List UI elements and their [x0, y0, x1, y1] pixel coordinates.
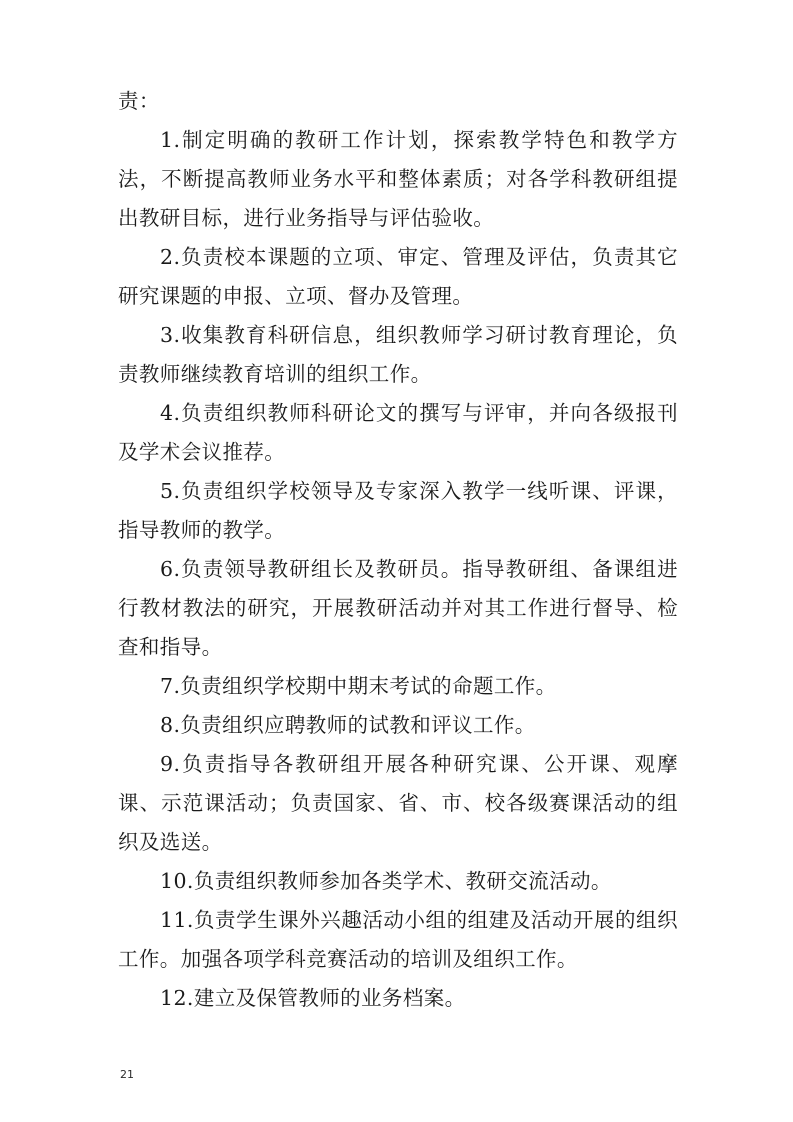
- paragraph: 1.制定明确的教研工作计划，探索教学特色和教学方法，不断提高教师业务水平和整体素质；对各学科教研组提出教研目标，进行业务指导与评估验收。: [118, 128, 678, 230]
- paragraph: 3.收集教育科研信息，组织教师学习研讨教育理论，负责教师继续教育培训的组织工作。: [118, 323, 678, 386]
- paragraph: 9.负责指导各教研组开展各种研究课、公开课、观摩课、示范课活动；负责国家、省、市、校各级赛课活动的组织及选送。: [118, 752, 678, 854]
- paragraph: 10.负责组织教师参加各类学术、教研交流活动。: [160, 869, 612, 893]
- document-body: [118, 82, 678, 1018]
- paragraph: 4.负责组织教师科研论文的撰写与评审，并向各级报刊及学术会议推荐。: [118, 401, 678, 464]
- paragraph: 责：: [118, 89, 160, 113]
- paragraph: 12.建立及保管教师的业务档案。: [160, 986, 466, 1010]
- paragraph: 5.负责组织学校领导及专家深入教学一线听课、评课，指导教师的教学。: [118, 479, 678, 542]
- paragraph: 7.负责组织学校期中期末考试的命题工作。: [160, 674, 557, 698]
- paragraph: 6.负责领导教研组长及教研员。指导教研组、备课组进行教材教法的研究，开展教研活动并对其工作进行督导、检查和指导。: [118, 557, 678, 659]
- paragraph: 11.负责学生课外兴趣活动小组的组建及活动开展的组织工作。加强各项学科竞赛活动的培训及组织工作。: [118, 908, 678, 971]
- page-number: 21: [120, 1068, 134, 1081]
- paragraph: 8.负责组织应聘教师的试教和评议工作。: [160, 713, 536, 737]
- paragraph: 2.负责校本课题的立项、审定、管理及评估，负责其它研究课题的申报、立项、督办及管理。: [118, 245, 678, 308]
